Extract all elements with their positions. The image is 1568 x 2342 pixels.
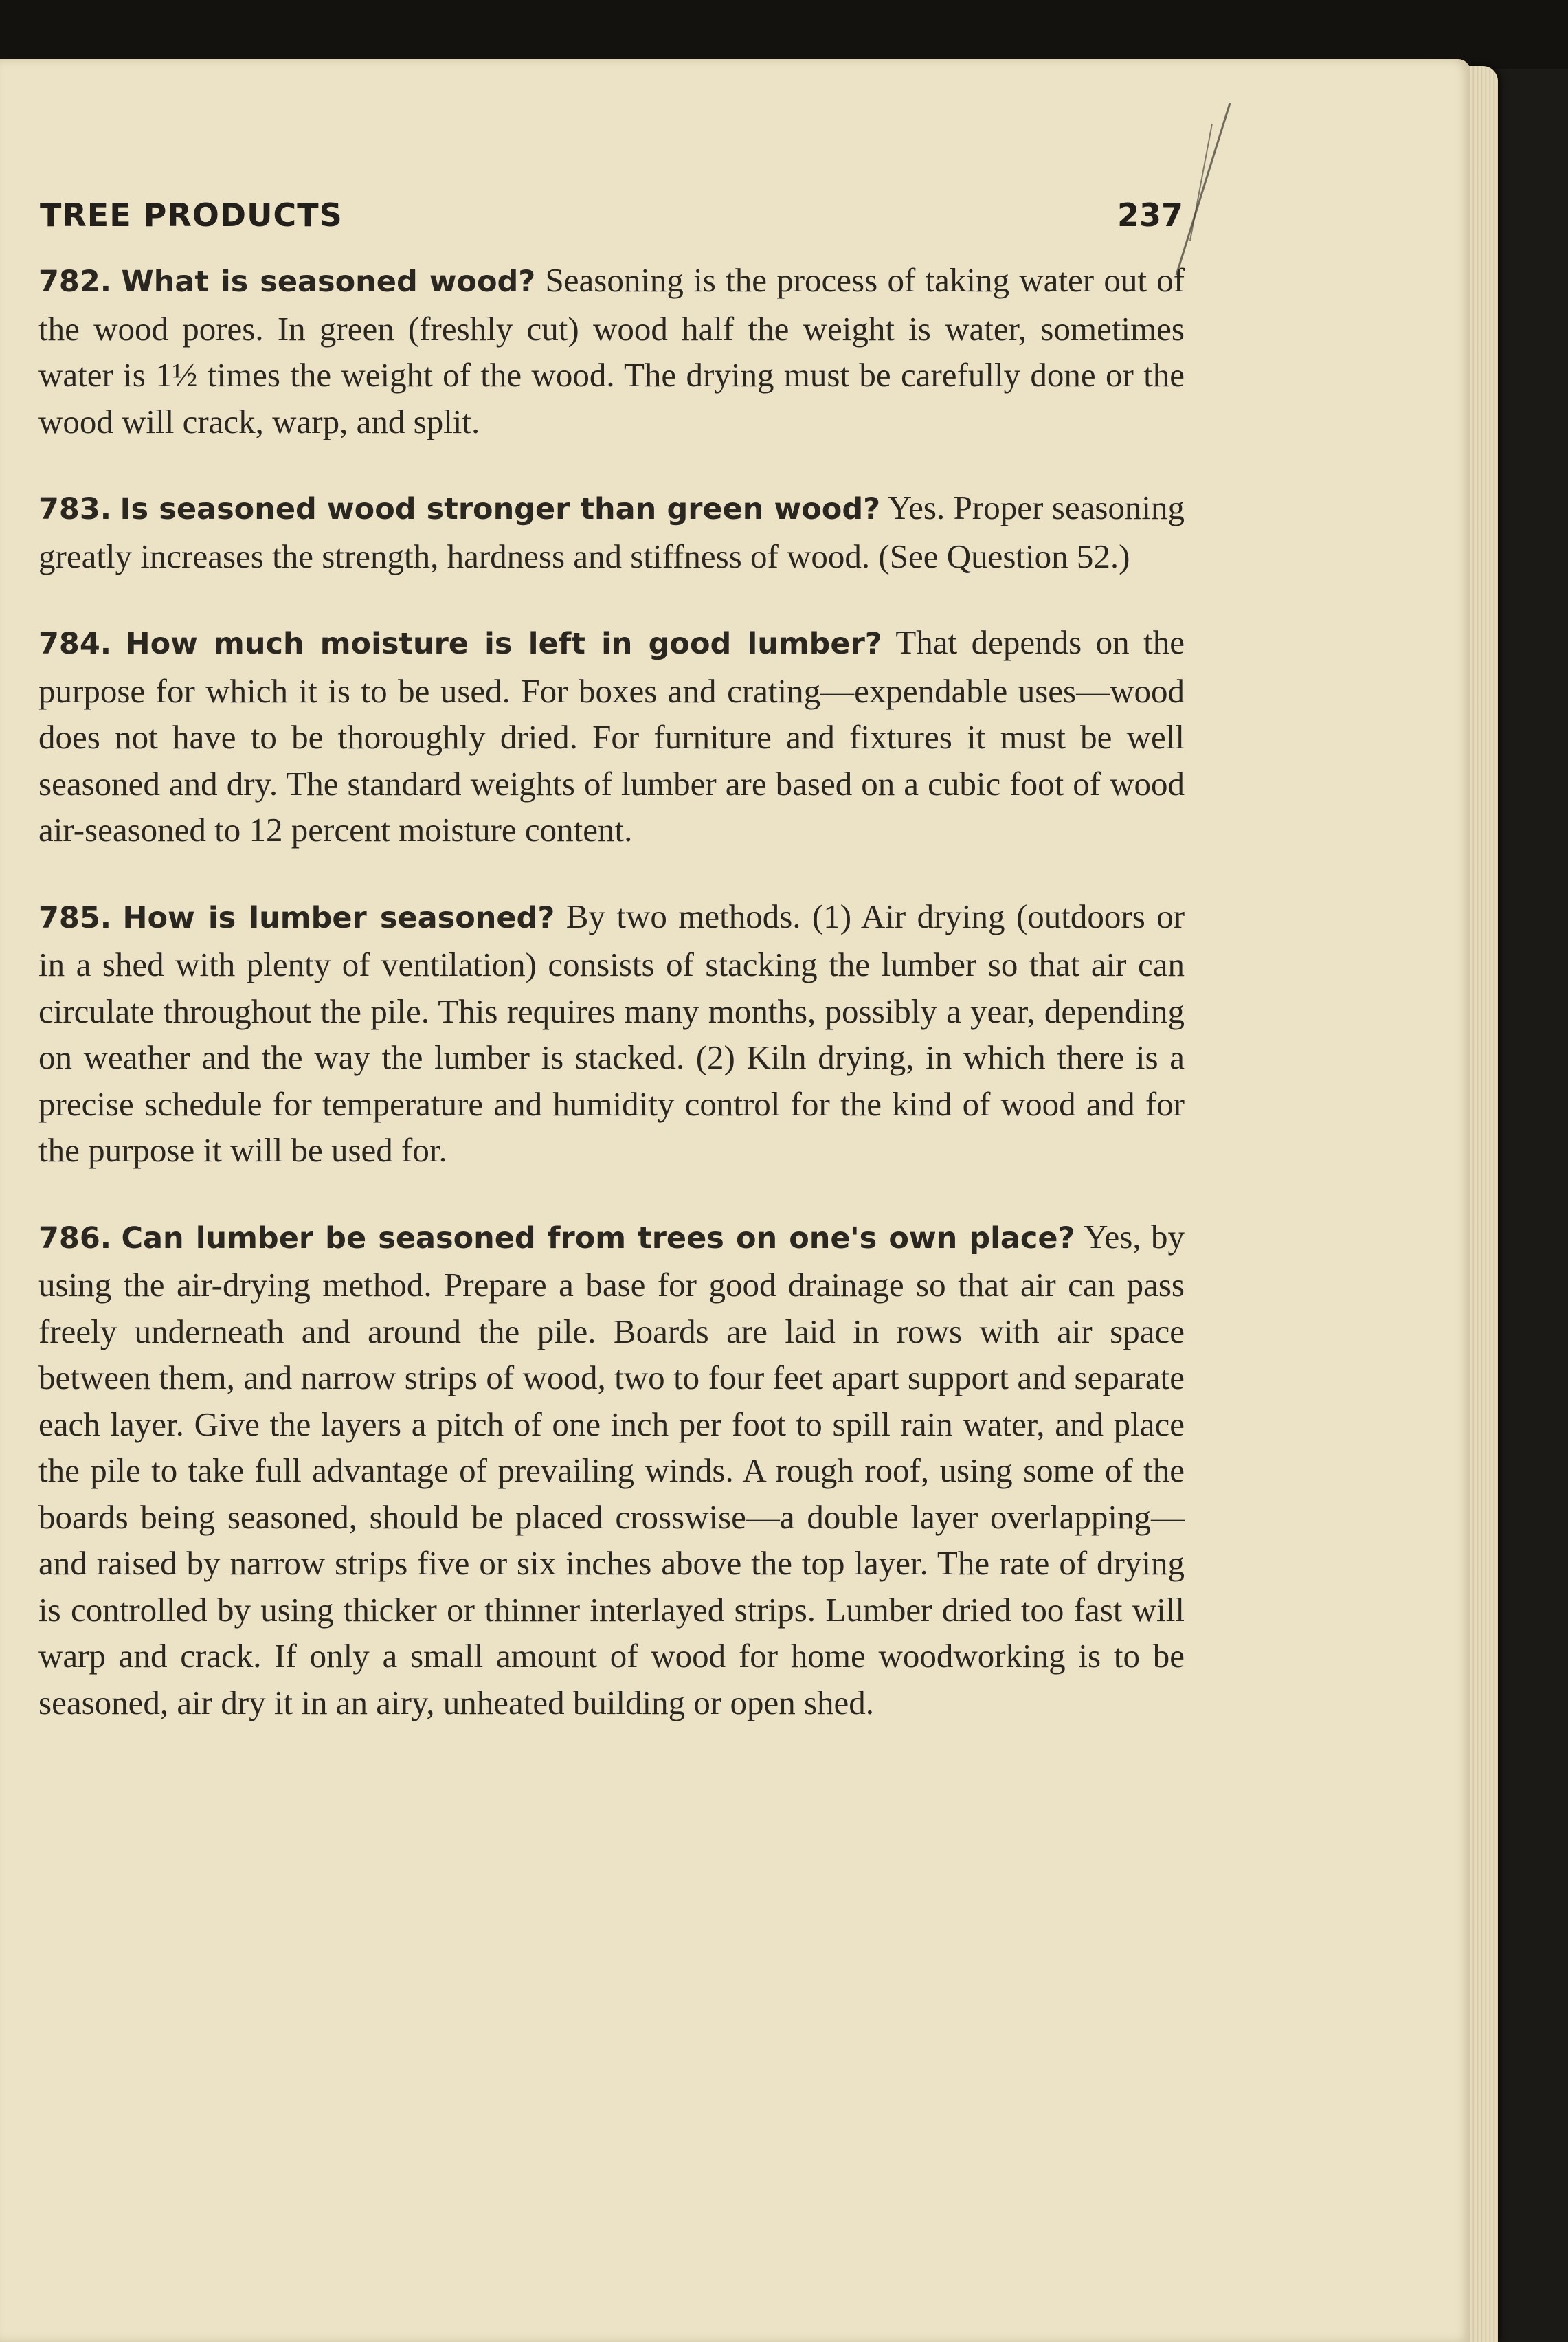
question-number: 784.: [38, 627, 112, 661]
answer-text: Yes. Proper seasoning greatly increases the strength, hardness and stiffness of wood. (See Question 52.): [38, 489, 1185, 575]
qa-entry-782: [38, 257, 1185, 445]
page-number: 237: [1117, 197, 1183, 234]
scan-background: [0, 0, 1568, 69]
question-text: What is seasoned wood?: [121, 265, 536, 299]
running-head-title: TREE PRODUCTS: [40, 197, 343, 234]
pencil-mark: [1149, 103, 1231, 282]
qa-entry-786: [38, 1214, 1185, 1726]
question-number: 785.: [38, 900, 112, 935]
question-text: Can lumber be seasoned from trees on one's own place?: [121, 1220, 1075, 1256]
body-text: [38, 257, 1185, 1765]
question-number: 782.: [38, 265, 112, 299]
qa-entry-785: [38, 893, 1185, 1174]
question-number: 783.: [38, 492, 112, 526]
answer-text: By two methods. (1) Air drying (outdoors or in a shed with plenty of ventilation) consists of stacking the lumber so that air can circulate throughout the pile. This requires many months, possibly a year, depending on weather and the way the lumber is stacked. (2) Kiln drying, in which there is a precise schedule for temperature and humidity control for the kind of wood and for the purpose it will be used for.: [38, 897, 1185, 1169]
answer-text: That depends on the purpose for which it is to be used. For boxes and crating—expendable uses—wood does not have to be thoroughly dried. For furniture and fixtures it must be well seasoned and dry. The standard weights of lumber are based on a cubic foot of wood air-seasoned to 12 percent moisture content.: [38, 623, 1185, 849]
qa-entry-784: [38, 619, 1185, 854]
running-head: [40, 197, 1183, 245]
question-text: How is lumber seasoned?: [122, 900, 555, 935]
answer-text: Seasoning is the process of taking water out of the wood pores. In green (freshly cut) wood half the weight is water, sometimes water is 1½ times the weight of the wood. The drying must be carefully done or the wood will crack, warp, and split.: [38, 261, 1185, 440]
qa-entry-783: [38, 484, 1185, 579]
answer-text: Yes, by using the air-drying method. Prepare a base for good drainage so that air can pass freely underneath and around the pile. Boards are laid in rows with air space between them, and narrow strips of wood, two to four feet apart support and separate each layer. Give the layers a pitch of one inch per foot to spill rain water, and place the pile to take full advantage of prevailing winds. A rough roof, using some of the boards being seasoned, should be placed crosswise—a double layer overlapping—and raised by narrow strips five or six inches above the top layer. The rate of drying is controlled by using thicker or thinner interlayed strips. Lumber dried too fast will warp and crack. If only a small amount of wood for home woodworking is to be seasoned, air dry it in an airy, unheated building or open shed.: [38, 1217, 1185, 1721]
question-number: 786.: [38, 1220, 112, 1256]
question-text: Is seasoned wood stronger than green wood?: [120, 492, 881, 526]
question-text: How much moisture is left in good lumber?: [125, 627, 882, 661]
